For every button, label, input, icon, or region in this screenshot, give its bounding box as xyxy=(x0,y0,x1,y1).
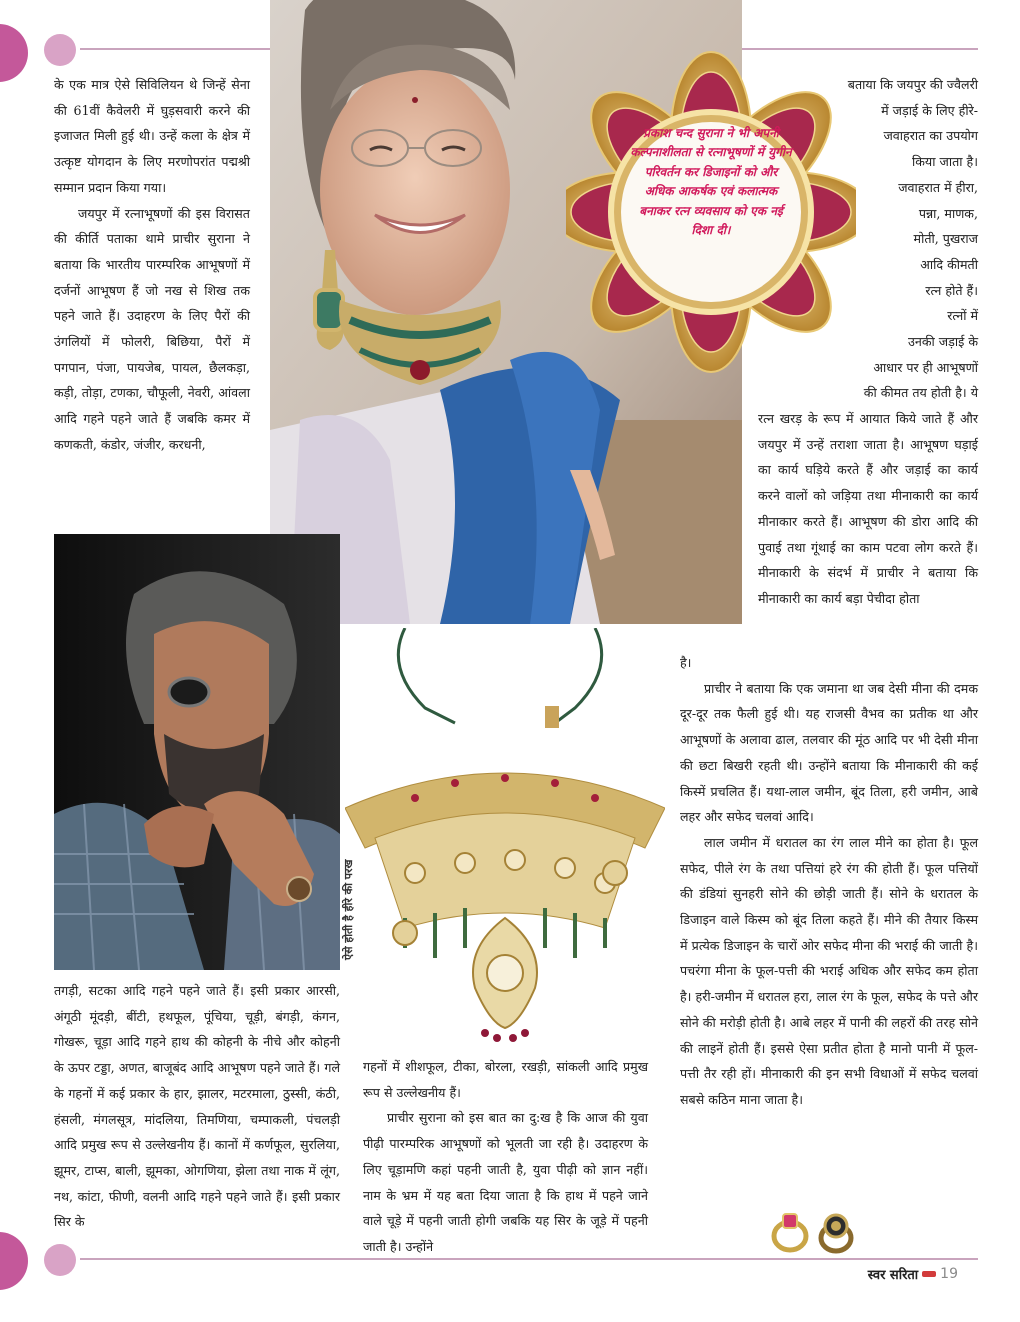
column-middle-bottom xyxy=(363,1054,648,1260)
paragraph: के एक मात्र ऐसे सिविलियन थे जिन्हें सेना की 61वीं कैवेलरी में घुड़सवारी करने की इजाजत मिली हुई थी। उन्हें कला के क्षेत्र में उत्कृष्ट योगदान के लिए मरणोपरांत पद्मश्री सम्मान प्रदान किया गया। xyxy=(54,77,250,195)
pink-dot-bottom xyxy=(44,1244,76,1276)
paragraph: है। xyxy=(680,655,692,670)
column-left-top xyxy=(54,72,250,458)
paragraph: रत्न खरड़ के रूप में आयात किये जाते हैं और जयपुर में उन्हें तराशा जाता है। आभूषण घड़ाई का कार्य घड़िये करते हैं और जड़ाई का कार्य करने वालों को जड़िया तथा मीनाकारी का कार्य मीनाकार करते हैं। आभूषण की डोरा आदि की पुवाई तथा गूंथाई का काम पटवा लोग करते हैं। मीनाकारी के संदर्भ में प्राचीर ने बताया कि मीनाकारी का कार्य बड़ा पेचीदा होता xyxy=(758,411,978,606)
paragraph: प्राचीर ने बताया कि एक जमाना था जब देसी मीना की दमक दूर-दूर तक फैली हुई थी। यह राजसी वैभव का प्रतीक था और आभूषणों के अलावा ढाल, तलवार की मूंठ आदि पर भी देसी मीना की छटा बिखरी रहती थी। उन्होंने बताया कि मीनाकारी की कई किस्में प्रचलित हैं। यथा-लाल जमीन, बूंद तिला, हरी जमीन, आबे लहर और सफेद चलवां आदि। xyxy=(680,680,978,825)
column-right-lower xyxy=(680,650,978,1113)
text-line: पन्ना, माणक, xyxy=(918,205,978,221)
necklace-caption: ऐसे होती है हीरे की परख xyxy=(342,859,355,960)
top-rule-left xyxy=(80,48,270,50)
man-examining-gem-photo xyxy=(54,534,340,970)
paragraph: तगड़ी, सटका आदि गहने पहने जाते हैं। इसी प्रकार आरसी, अंगूठी मूंदड़ी, बींटी, हथफूल, पूंचिया, चूड़ी, बंगड़ी, कंगन, गोखरू, चूड़ा आदि गहने हाथ की कोहनी के नीचे और कोहनी के ऊपर टड्डा, अणत, बाजूबंद आदि आभूषण पहने जाते हैं। गले के गहनों में कई प्रकार के हार, झालर, मटरमाला, ठुस्सी, कंठी, हंसली, मंगलसूत्र, मांदलिया, तिमणिया, चम्पाकली, पंचलड़ी आदि प्रमुख रूप से उल्लेखनीय हैं। कानों में कर्णफूल, सुरलिया, झूमर, टाप्स, बाली, झूमका, ओगणिया, झेला तथा नाक में लूंग, नथ, कांटा, फीणी, वलनी आदि गहने पहने जाते हैं। इसी प्रकार सिर के xyxy=(54,983,340,1230)
text-line: मोती, पुखराज xyxy=(913,231,978,247)
ring-images xyxy=(766,1208,862,1256)
column-right-mid xyxy=(758,406,978,612)
callout-quote: प्रकाश चन्द सुराना ने भी अपनी कल्पनाशीलता से रत्नाभूषणों में युगीन परिवर्तन कर डिजाइनों को और अधिक आकर्षक एवं कलात्मक बनाकर रत्न व्यवसाय को एक नई दिशा दी। xyxy=(630,125,792,237)
kundan-necklace-photo xyxy=(345,628,665,1044)
paragraph: प्राचीर सुराना को इस बात का दु:ख है कि आज की युवा पीढ़ी पारम्परिक आभूषणों को भूलती जा रही है। उदाहरण के लिए चूड़ामणि कहां पहनी जाती है, युवा पीढ़ी को ज्ञान नहीं। नाम के भ्रम में यह बता दिया जाता है कि हाथ में पहने जाने वाले चूड़े में पहनी जाती होगी जबकि यह सिर के जूड़े में पहनी जाती है। उन्होंने xyxy=(363,1110,648,1254)
text-line: रत्न होते हैं। xyxy=(925,282,978,298)
paragraph: गहनों में शीशफूल, टीका, बोरला, रखड़ी, सांकली आदि प्रमुख रूप से उल्लेखनीय हैं। xyxy=(363,1059,648,1100)
text-line: जवाहरात में हीरा, xyxy=(898,179,978,195)
text-line: आदि कीमती xyxy=(920,256,978,272)
arrow-icon xyxy=(922,1271,936,1277)
text-line: उनकी जड़ाई के xyxy=(907,334,978,350)
text-line: जवाहरात का उपयोग xyxy=(883,128,978,144)
text-line: रत्नों में xyxy=(947,308,978,324)
text-line: आधार पर ही आभूषणों xyxy=(873,359,978,375)
text-line: किया जाता है। xyxy=(911,154,978,170)
paragraph: जयपुर में रत्नाभूषणों की इस विरासत की कीर्ति पताका थामे प्राचीर सुराना ने बताया कि भारतीय पारम्परिक आभूषणों में दर्जनों आभूषण हैं जो नख से शिख तक पहने जाते हैं। उदाहरण के लिए पैरों की उंगलियों में फोलरी, बिछिया, पैरों में पगपान, पंजा, पायजेब, पायल, छैलकड़ा, कड़ी, तोड़ा, टणका, चौफूली, नेवरी, आंवला आदि गहने पहने जाते हैं जबकि कमर में कणकती, कंडोर, जंजीर, करधनी, xyxy=(54,205,250,452)
pink-circle-top-left xyxy=(0,24,28,82)
text-line: बताया कि जयपुर की ज्वैलरी xyxy=(847,77,978,92)
pink-dot-top xyxy=(44,34,76,66)
text-line: की कीमत तय होती है। ये xyxy=(863,385,978,401)
magazine-name: स्वर सरिता xyxy=(867,1268,919,1283)
text-line: में जड़ाई के लिए हीरे- xyxy=(881,102,978,118)
column-left-bottom xyxy=(54,978,340,1235)
pink-circle-bottom-left xyxy=(0,1232,28,1290)
page-number: 19 xyxy=(940,1266,958,1282)
paragraph: लाल जमीन में धरातल का रंग लाल मीने का होता है। फूल सफेद, पीले रंग के तथा पत्तियां हरे रंग की होती हैं। फूल पत्तियों की डंडियां सुनहरी सोने की छोड़ी जाती हैं। सोने के धरातल के डिजाइन वाले किस्म को बूंद तिला कहते हैं। मीने की तैयार किस्म में प्रत्येक डिजाइन के चारों ओर सफेद मीना की भराई की जाती है। पचरंगा मीना के फूल-पत्ती की भराई अधिक और सफेद कम होता है। हरी-जमीन में धरातल हरा, लाल रंग के फूल, सफेद के पत्ते और सोने की मरोड़ी होती है। आबे लहर में पानी की लहरों की तरह सोने की लाइनें होती हैं। इससे ऐसा प्रतीत होता है मानो पानी में फूल-पत्ती तैर रही हों। मीनाकारी की इन सभी विधाओं में सफेद चलवां सबसे कठिन माना जाता है। xyxy=(680,834,978,1107)
page-footer xyxy=(868,1265,958,1283)
column-right-wrap xyxy=(740,72,978,406)
